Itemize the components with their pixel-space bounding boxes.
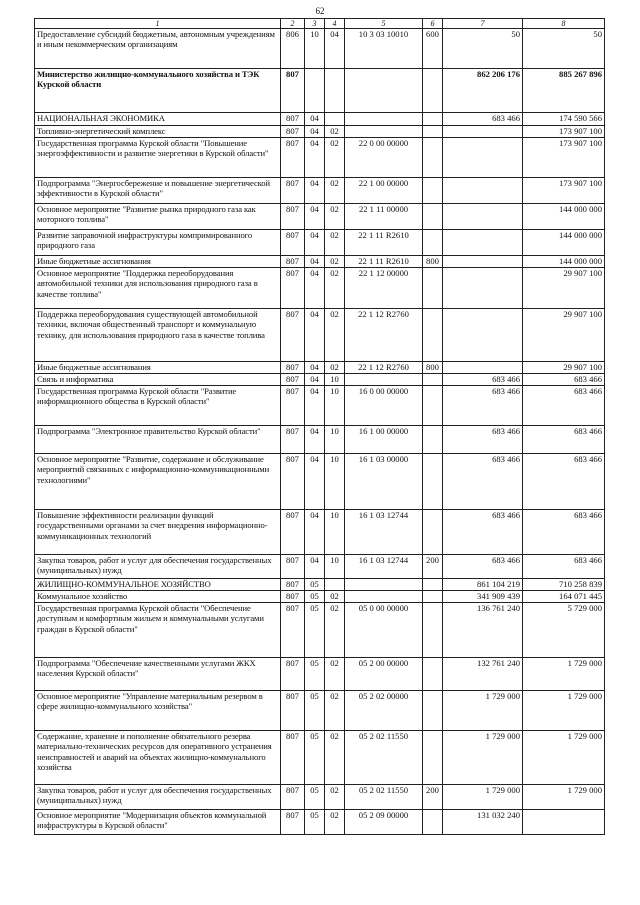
sum-2020-cell: 885 267 896	[523, 69, 605, 113]
vd-cell: 807	[281, 362, 305, 374]
vr-cell	[423, 603, 443, 658]
vd-cell: 807	[281, 603, 305, 658]
vr-cell	[423, 691, 443, 731]
vd-cell: 806	[281, 29, 305, 69]
rz-cell: 04	[305, 386, 325, 426]
rz-cell: 05	[305, 603, 325, 658]
rz-cell: 04	[305, 454, 325, 510]
csr-cell: 05 2 02 11550	[345, 785, 423, 810]
pr-cell: 02	[325, 691, 345, 731]
vd-cell: 807	[281, 113, 305, 126]
row-name: Подпрограмма "Энергосбережение и повышение энергетической эффективности в Курской области"	[35, 178, 281, 204]
pr-cell: 04	[325, 29, 345, 69]
sum-2019-cell	[443, 178, 523, 204]
vr-cell	[423, 810, 443, 835]
col-header: 8	[523, 19, 605, 29]
col-header: 7	[443, 19, 523, 29]
sum-2019-cell: 862 206 176	[443, 69, 523, 113]
vr-cell	[423, 138, 443, 178]
vr-cell	[423, 591, 443, 603]
vd-cell: 807	[281, 69, 305, 113]
vr-cell	[423, 230, 443, 256]
table-row	[35, 691, 605, 731]
vr-cell	[423, 126, 443, 138]
vr-cell: 200	[423, 555, 443, 579]
table-row	[35, 785, 605, 810]
vd-cell: 807	[281, 579, 305, 591]
col-header: 4	[325, 19, 345, 29]
csr-cell: 22 1 12 R2760	[345, 309, 423, 362]
sum-2020-cell: 1 729 000	[523, 785, 605, 810]
table-row	[35, 658, 605, 691]
pr-cell	[325, 113, 345, 126]
table-row	[35, 126, 605, 138]
sum-2020-cell: 683 466	[523, 426, 605, 454]
sum-2020-cell: 29 907 100	[523, 362, 605, 374]
col-header: 3	[305, 19, 325, 29]
csr-cell: 16 1 00 00000	[345, 426, 423, 454]
vd-cell: 807	[281, 178, 305, 204]
csr-cell: 22 1 00 00000	[345, 178, 423, 204]
pr-cell: 02	[325, 603, 345, 658]
col-header: 5	[345, 19, 423, 29]
row-name: Топливно-энергетический комплекс	[35, 126, 281, 138]
vr-cell	[423, 204, 443, 230]
pr-cell: 02	[325, 268, 345, 309]
row-name: Подпрограмма "Электронное правительство Курской области"	[35, 426, 281, 454]
vr-cell	[423, 113, 443, 126]
sum-2020-cell: 144 000 000	[523, 230, 605, 256]
row-name: Основное мероприятие "Поддержка переоборудования автомобильной техники для использования природного газа в качестве топлива"	[35, 268, 281, 309]
pr-cell: 10	[325, 555, 345, 579]
row-name: Государственная программа Курской области "Обеспечение доступным и комфортным жильем и коммунальными услугами граждан в Курской области"	[35, 603, 281, 658]
csr-cell	[345, 374, 423, 386]
row-name: Основное мероприятие "Развитие, содержание и обслуживание мероприятий связанных с информационно-коммуникационными технологиями"	[35, 454, 281, 510]
csr-cell: 22 1 11 00000	[345, 204, 423, 230]
table-row	[35, 29, 605, 69]
pr-cell: 02	[325, 591, 345, 603]
pr-cell: 02	[325, 658, 345, 691]
sum-2020-cell: 174 590 566	[523, 113, 605, 126]
csr-cell: 10 3 03 10010	[345, 29, 423, 69]
row-name: Подпрограмма "Обеспечение качественными услугами ЖКХ населения Курской области"	[35, 658, 281, 691]
sum-2019-cell: 683 466	[443, 386, 523, 426]
sum-2020-cell: 29 907 100	[523, 309, 605, 362]
vr-cell: 200	[423, 785, 443, 810]
pr-cell: 10	[325, 510, 345, 555]
vd-cell: 807	[281, 555, 305, 579]
sum-2019-cell	[443, 362, 523, 374]
vr-cell	[423, 178, 443, 204]
sum-2019-cell: 136 761 240	[443, 603, 523, 658]
pr-cell: 10	[325, 386, 345, 426]
table-row	[35, 268, 605, 309]
table-row	[35, 256, 605, 268]
sum-2020-cell: 683 466	[523, 454, 605, 510]
vr-cell	[423, 426, 443, 454]
sum-2020-cell: 173 907 100	[523, 126, 605, 138]
csr-cell	[345, 113, 423, 126]
rz-cell: 04	[305, 510, 325, 555]
vr-cell: 800	[423, 256, 443, 268]
vd-cell: 807	[281, 691, 305, 731]
vd-cell: 807	[281, 510, 305, 555]
table-row	[35, 591, 605, 603]
row-name: Связь и информатика	[35, 374, 281, 386]
pr-cell: 02	[325, 731, 345, 785]
pr-cell: 10	[325, 454, 345, 510]
vd-cell: 807	[281, 374, 305, 386]
vd-cell: 807	[281, 126, 305, 138]
csr-cell: 05 2 09 00000	[345, 810, 423, 835]
sum-2019-cell	[443, 256, 523, 268]
row-name: Основное мероприятие "Модернизация объектов коммунальной инфраструктуры в Курской области"	[35, 810, 281, 835]
sum-2020-cell: 683 466	[523, 374, 605, 386]
rz-cell: 05	[305, 658, 325, 691]
row-name: Закупка товаров, работ и услуг для обеспечения государственных (муниципальных) нужд	[35, 555, 281, 579]
sum-2020-cell: 1 729 000	[523, 691, 605, 731]
csr-cell	[345, 126, 423, 138]
pr-cell: 02	[325, 138, 345, 178]
vd-cell: 807	[281, 426, 305, 454]
vd-cell: 807	[281, 138, 305, 178]
sum-2020-cell: 29 907 100	[523, 268, 605, 309]
table-row	[35, 230, 605, 256]
rz-cell: 04	[305, 126, 325, 138]
row-name: Государственная программа Курской области "Повышение энергоэффективности и развитие энергетики в Курской области"	[35, 138, 281, 178]
pr-cell	[325, 579, 345, 591]
rz-cell: 04	[305, 256, 325, 268]
sum-2019-cell: 683 466	[443, 426, 523, 454]
rz-cell: 04	[305, 230, 325, 256]
csr-cell: 22 1 11 R2610	[345, 230, 423, 256]
row-name: Государственная программа Курской области "Развитие информационного общества в Курской области"	[35, 386, 281, 426]
page-number: 62	[315, 6, 325, 16]
sum-2020-cell: 710 258 839	[523, 579, 605, 591]
rz-cell: 05	[305, 579, 325, 591]
row-name: Иные бюджетные ассигнования	[35, 362, 281, 374]
table-row	[35, 69, 605, 113]
csr-cell: 05 2 00 00000	[345, 658, 423, 691]
sum-2019-cell	[443, 230, 523, 256]
sum-2019-cell: 341 909 439	[443, 591, 523, 603]
row-name: Коммунальное хозяйство	[35, 591, 281, 603]
rz-cell: 04	[305, 268, 325, 309]
row-name: Содержание, хранение и пополнение обязательного резерва материально-технических ресурсов для оперативного устранения неисправностей и аварий на объектах жилищно-коммунального хозяйства	[35, 731, 281, 785]
rz-cell	[305, 69, 325, 113]
table-row	[35, 810, 605, 835]
pr-cell: 02	[325, 810, 345, 835]
csr-cell: 05 2 02 00000	[345, 691, 423, 731]
vd-cell: 807	[281, 386, 305, 426]
vr-cell	[423, 579, 443, 591]
rz-cell: 04	[305, 309, 325, 362]
row-name: НАЦИОНАЛЬНАЯ ЭКОНОМИКА	[35, 113, 281, 126]
row-name: Развитие заправочной инфраструктуры компримированного природного газа	[35, 230, 281, 256]
row-name: Закупка товаров, работ и услуг для обеспечения государственных (муниципальных) нужд	[35, 785, 281, 810]
vd-cell: 807	[281, 204, 305, 230]
table-row	[35, 362, 605, 374]
vd-cell: 807	[281, 268, 305, 309]
rz-cell: 05	[305, 691, 325, 731]
col-header: 2	[281, 19, 305, 29]
csr-cell: 16 1 03 12744	[345, 555, 423, 579]
pr-cell: 02	[325, 126, 345, 138]
row-name: Предоставление субсидий бюджетным, автономным учреждениям и иным некоммерческим организациям	[35, 29, 281, 69]
pr-cell: 02	[325, 204, 345, 230]
rz-cell: 05	[305, 785, 325, 810]
col-header: 1	[35, 19, 281, 29]
vr-cell	[423, 69, 443, 113]
rz-cell: 04	[305, 362, 325, 374]
vd-cell: 807	[281, 658, 305, 691]
sum-2020-cell: 5 729 000	[523, 603, 605, 658]
pr-cell: 02	[325, 178, 345, 204]
sum-2019-cell: 1 729 000	[443, 731, 523, 785]
column-header-row	[35, 19, 605, 29]
sum-2019-cell: 1 729 000	[443, 785, 523, 810]
sum-2020-cell: 144 000 000	[523, 256, 605, 268]
table-row	[35, 138, 605, 178]
table-row	[35, 603, 605, 658]
vr-cell	[423, 386, 443, 426]
csr-cell: 22 1 12 R2760	[345, 362, 423, 374]
pr-cell: 02	[325, 256, 345, 268]
vd-cell: 807	[281, 810, 305, 835]
vd-cell: 807	[281, 785, 305, 810]
table-row	[35, 510, 605, 555]
row-name: Основное мероприятие "Управление материальным резервом в сфере жилищно-коммунального хозяйства"	[35, 691, 281, 731]
pr-cell: 10	[325, 374, 345, 386]
table-row	[35, 426, 605, 454]
sum-2019-cell: 683 466	[443, 555, 523, 579]
sum-2019-cell	[443, 309, 523, 362]
rz-cell: 04	[305, 178, 325, 204]
vr-cell	[423, 510, 443, 555]
sum-2019-cell: 683 466	[443, 510, 523, 555]
pr-cell: 02	[325, 230, 345, 256]
pr-cell: 10	[325, 426, 345, 454]
sum-2020-cell: 164 071 445	[523, 591, 605, 603]
sum-2020-cell: 683 466	[523, 510, 605, 555]
table-row	[35, 309, 605, 362]
vd-cell: 807	[281, 731, 305, 785]
sum-2019-cell: 683 466	[443, 454, 523, 510]
csr-cell: 05 0 00 00000	[345, 603, 423, 658]
row-name: Министерство жилищно-коммунального хозяйства и ТЭК Курской области	[35, 69, 281, 113]
csr-cell: 22 0 00 00000	[345, 138, 423, 178]
table-row	[35, 113, 605, 126]
table-row	[35, 579, 605, 591]
csr-cell	[345, 579, 423, 591]
csr-cell: 16 1 03 00000	[345, 454, 423, 510]
csr-cell: 16 0 00 00000	[345, 386, 423, 426]
table-row	[35, 178, 605, 204]
sum-2020-cell: 144 000 000	[523, 204, 605, 230]
pr-cell: 02	[325, 785, 345, 810]
rz-cell: 04	[305, 555, 325, 579]
rz-cell: 04	[305, 113, 325, 126]
sum-2020-cell	[523, 810, 605, 835]
csr-cell: 16 1 03 12744	[345, 510, 423, 555]
sum-2019-cell: 132 761 240	[443, 658, 523, 691]
rz-cell: 04	[305, 374, 325, 386]
csr-cell	[345, 69, 423, 113]
sum-2019-cell	[443, 138, 523, 178]
vr-cell	[423, 731, 443, 785]
table-row	[35, 386, 605, 426]
rz-cell: 10	[305, 29, 325, 69]
sum-2019-cell: 683 466	[443, 374, 523, 386]
row-name: Иные бюджетные ассигнования	[35, 256, 281, 268]
row-name: Поддержка переоборудования существующей автомобильной техники, включая общественный транспорт и коммунальную технику, для использования природного газа в качестве топлива	[35, 309, 281, 362]
table-row	[35, 204, 605, 230]
vd-cell: 807	[281, 454, 305, 510]
vd-cell: 807	[281, 256, 305, 268]
vr-cell	[423, 454, 443, 510]
sum-2019-cell: 131 032 240	[443, 810, 523, 835]
sum-2019-cell: 861 104 219	[443, 579, 523, 591]
row-name: ЖИЛИЩНО-КОММУНАЛЬНОЕ ХОЗЯЙСТВО	[35, 579, 281, 591]
sum-2019-cell	[443, 204, 523, 230]
rz-cell: 05	[305, 810, 325, 835]
vd-cell: 807	[281, 230, 305, 256]
csr-cell: 05 2 02 11550	[345, 731, 423, 785]
sum-2020-cell: 50	[523, 29, 605, 69]
vr-cell: 600	[423, 29, 443, 69]
sum-2019-cell: 683 466	[443, 113, 523, 126]
rz-cell: 04	[305, 138, 325, 178]
vr-cell	[423, 374, 443, 386]
rz-cell: 05	[305, 731, 325, 785]
table-row	[35, 555, 605, 579]
pr-cell: 02	[325, 309, 345, 362]
sum-2020-cell: 1 729 000	[523, 658, 605, 691]
vr-cell	[423, 658, 443, 691]
rz-cell: 05	[305, 591, 325, 603]
col-header: 6	[423, 19, 443, 29]
csr-cell: 22 1 12 00000	[345, 268, 423, 309]
sum-2020-cell: 173 907 100	[523, 138, 605, 178]
sum-2019-cell	[443, 126, 523, 138]
pr-cell: 02	[325, 362, 345, 374]
sum-2020-cell: 1 729 000	[523, 731, 605, 785]
sum-2019-cell: 50	[443, 29, 523, 69]
vr-cell: 800	[423, 362, 443, 374]
vr-cell	[423, 268, 443, 309]
row-name: Повышение эффективности реализации функций государственными органами за счет внедрения информационно-коммуникационных технологий	[35, 510, 281, 555]
sum-2019-cell	[443, 268, 523, 309]
vd-cell: 807	[281, 591, 305, 603]
table-row	[35, 374, 605, 386]
sum-2020-cell: 683 466	[523, 555, 605, 579]
table-row	[35, 454, 605, 510]
csr-cell: 22 1 11 R2610	[345, 256, 423, 268]
table-row	[35, 731, 605, 785]
sum-2020-cell: 173 907 100	[523, 178, 605, 204]
rz-cell: 04	[305, 204, 325, 230]
sum-2020-cell: 683 466	[523, 386, 605, 426]
rz-cell: 04	[305, 426, 325, 454]
vr-cell	[423, 309, 443, 362]
budget-table	[34, 18, 605, 835]
row-name: Основное мероприятие "Развитие рынка природного газа как моторного топлива"	[35, 204, 281, 230]
vd-cell: 807	[281, 309, 305, 362]
csr-cell	[345, 591, 423, 603]
sum-2019-cell: 1 729 000	[443, 691, 523, 731]
pr-cell	[325, 69, 345, 113]
